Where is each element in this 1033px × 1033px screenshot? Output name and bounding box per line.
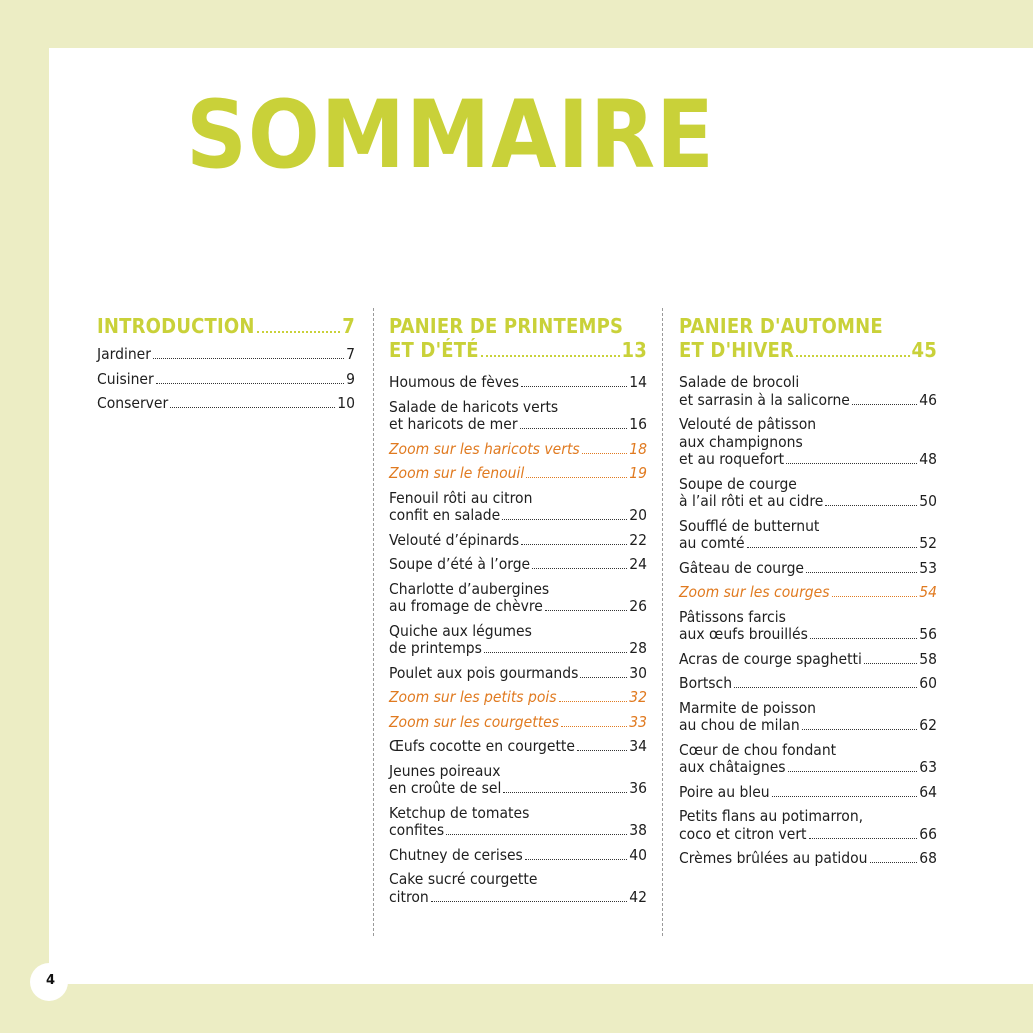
dot-leader	[481, 355, 620, 357]
toc-entry-title-line: au chou de milan	[679, 716, 800, 734]
toc-entry-page-number: 16	[629, 415, 647, 433]
toc-entry-zoom-title-line: Zoom sur les courgettes	[389, 712, 560, 731]
toc-entry[interactable]	[389, 532, 647, 550]
toc-entry-title-line: Cuisiner	[97, 369, 154, 388]
toc-entry-title-line: Bortsch	[679, 674, 733, 692]
dot-leader	[431, 901, 627, 902]
toc-entry-title-line: au comté	[679, 534, 745, 552]
toc-entry-row	[389, 374, 647, 392]
toc-entry-zoom-title-line: Zoom sur les haricots verts	[389, 439, 580, 458]
toc-entry-title-line: Poulet aux pois gourmands	[389, 663, 579, 682]
toc-entry-zoom-title-line: Zoom sur les courges	[679, 583, 830, 601]
toc-entry[interactable]	[389, 399, 647, 434]
toc-entry-title-line: Marmite de poisson	[679, 698, 816, 717]
dot-leader	[521, 386, 627, 387]
section-heading-row	[679, 338, 937, 362]
toc-entry-row	[679, 759, 937, 777]
section-heading-page-number: 13	[621, 338, 647, 362]
toc-entry-title-line: Chutney de cerises	[389, 845, 523, 864]
toc-entry-page-number: 62	[919, 716, 937, 734]
toc-entry-zoom[interactable]	[389, 714, 647, 732]
toc-entry-title-line: citron	[389, 887, 429, 906]
toc-entry-page-number: 68	[919, 849, 937, 867]
toc-entry-title-line: Velouté d’épinards	[389, 530, 520, 549]
toc-entry-row	[389, 889, 647, 907]
toc-entry-row	[97, 371, 355, 389]
dot-leader	[786, 463, 917, 464]
toc-entry-title-line: et sarrasin à la salicorne	[679, 390, 850, 409]
toc-entry-page-number: 34	[629, 737, 647, 755]
toc-entry[interactable]	[97, 371, 355, 389]
toc-entry-zoom[interactable]	[389, 689, 647, 707]
toc-entry[interactable]	[679, 742, 937, 777]
toc-entry-row	[679, 826, 937, 844]
dot-leader	[153, 358, 344, 359]
toc-entry-title-line: aux champignons	[679, 432, 803, 451]
toc-entry-zoom-title-line: Zoom sur les petits pois	[389, 688, 557, 706]
toc-entry[interactable]	[97, 395, 355, 413]
toc-entry-title-line: Houmous de fèves	[389, 373, 519, 391]
toc-entry-title-line: Cœur de chou fondant	[679, 740, 837, 759]
toc-entry-row	[679, 651, 937, 669]
toc-entry-row	[389, 416, 647, 434]
dot-leader	[796, 355, 909, 357]
toc-entry[interactable]	[389, 738, 647, 756]
toc-entry[interactable]	[679, 651, 937, 669]
toc-entry-zoom-page-number: 54	[919, 583, 937, 601]
toc-column-introduction	[97, 310, 355, 420]
toc-entry-page-number: 40	[629, 845, 647, 864]
toc-entry-row	[679, 560, 937, 578]
toc-entry-zoom[interactable]	[679, 584, 937, 602]
toc-entry-title-line: Fenouil rôti au citron	[389, 488, 533, 507]
toc-entry-row	[679, 675, 937, 693]
dot-leader	[832, 596, 918, 597]
toc-entry-title-line: Salade de brocoli	[679, 373, 800, 391]
toc-entry-row	[389, 822, 647, 840]
dot-leader	[526, 477, 627, 478]
dot-leader	[577, 750, 627, 751]
toc-entry-title-line: Soufflé de butternut	[679, 516, 820, 535]
toc-entry[interactable]	[679, 808, 937, 843]
dot-leader	[772, 796, 918, 797]
dot-leader	[545, 610, 627, 611]
toc-entry[interactable]	[97, 346, 355, 364]
page-title: SOMMAIRE	[186, 81, 715, 190]
dot-leader	[870, 862, 918, 863]
toc-entry-page-number: 28	[629, 639, 647, 657]
toc-entry-title-line: Conserver	[97, 394, 169, 412]
toc-entry-zoom-page-number: 19	[629, 464, 647, 482]
toc-entry-title-line: de printemps	[389, 639, 482, 657]
toc-entry-page-number: 22	[629, 530, 647, 549]
toc-entry-page-number: 20	[629, 506, 647, 524]
toc-entry-title-line: Œufs cocotte en courgette	[389, 737, 575, 755]
toc-entry[interactable]	[389, 847, 647, 865]
section-heading-title-line: INTRODUCTION	[97, 314, 255, 338]
toc-entry-title-line: Ketchup de tomates	[389, 803, 530, 822]
toc-entry-page-number: 42	[629, 887, 647, 906]
toc-entry-row	[97, 346, 355, 364]
toc-entry[interactable]	[679, 609, 937, 644]
toc-entry-row	[679, 392, 937, 410]
dot-leader	[561, 726, 627, 727]
dot-leader	[802, 729, 918, 730]
toc-entry-title-line: et au roquefort	[679, 450, 785, 468]
toc-entry[interactable]	[679, 850, 937, 868]
toc-entry-title-line: Jardiner	[97, 345, 151, 363]
toc-entry-title-line: confit en salade	[389, 506, 501, 524]
toc-entry-page-number: 26	[629, 597, 647, 615]
toc-entry-title-line: Soupe de courge	[679, 474, 797, 493]
toc-entry[interactable]	[389, 763, 647, 798]
toc-entry-title-line: aux châtaignes	[679, 758, 786, 776]
toc-entry-row	[389, 780, 647, 798]
toc-entry-title-line: Charlotte d’aubergines	[389, 579, 550, 598]
dot-leader	[170, 407, 335, 408]
page-number: 4	[46, 973, 56, 988]
toc-entry[interactable]	[679, 784, 937, 802]
toc-entry-title-line: Jeunes poireaux	[389, 761, 501, 780]
toc-entry-zoom-row	[389, 441, 647, 459]
dot-leader	[484, 652, 627, 653]
toc-entry[interactable]	[679, 518, 937, 553]
toc-entry-row	[679, 717, 937, 735]
section-heading-title-line: ET D'ÉTÉ	[389, 338, 479, 362]
toc-entry-row	[97, 395, 355, 413]
toc-entry-row	[389, 738, 647, 756]
dot-leader	[810, 638, 917, 639]
dot-leader	[734, 687, 917, 688]
toc-entry-zoom-page-number: 32	[629, 688, 647, 706]
section-heading	[97, 314, 355, 338]
dot-leader	[852, 404, 917, 405]
toc-entry-row	[679, 451, 937, 469]
toc-entry-row	[679, 626, 937, 644]
dot-leader	[582, 453, 628, 454]
toc-entry-zoom[interactable]	[389, 465, 647, 483]
dot-leader	[809, 838, 918, 839]
toc-entry-page-number: 7	[346, 345, 355, 363]
toc-entry-zoom-row	[389, 714, 647, 732]
toc-entry-title-line: à l’ail rôti et au cidre	[679, 492, 824, 510]
toc-entry-title-line: Crèmes brûlées au patidou	[679, 849, 868, 867]
toc-entry[interactable]	[389, 581, 647, 616]
dot-leader	[747, 547, 918, 548]
dot-leader	[521, 544, 627, 545]
toc-entry-title-line: Quiche aux légumes	[389, 621, 532, 640]
toc-entry[interactable]	[679, 374, 937, 409]
toc-entry-page-number: 36	[629, 779, 647, 797]
toc-entry-page-number: 30	[629, 663, 647, 682]
toc-entry-page-number: 9	[346, 369, 355, 388]
toc-column-automne-hiver	[679, 310, 937, 875]
toc-entry-title-line: Soupe d’été à l’orge	[389, 555, 531, 573]
toc-entry-row	[679, 850, 937, 868]
toc-entry[interactable]	[389, 665, 647, 683]
dot-leader	[503, 792, 627, 793]
toc-entry[interactable]	[389, 805, 647, 840]
toc-entry-page-number: 14	[629, 373, 647, 391]
dot-leader	[525, 859, 627, 860]
toc-entry-page-number: 38	[629, 821, 647, 839]
section-heading	[679, 314, 937, 362]
toc-entry-page-number: 58	[919, 649, 937, 668]
toc-entry-row	[679, 535, 937, 553]
toc-entry[interactable]	[679, 675, 937, 693]
toc-entry-zoom-page-number: 18	[629, 439, 647, 458]
toc-entry-page-number: 56	[919, 625, 937, 643]
section-heading-page-number: 45	[911, 338, 937, 362]
toc-entry[interactable]	[679, 476, 937, 511]
toc-entry-title-line: et haricots de mer	[389, 415, 518, 433]
toc-entry[interactable]	[389, 374, 647, 392]
toc-entry-page-number: 66	[919, 824, 937, 843]
section-heading-title-line: ET D'HIVER	[679, 338, 795, 362]
section-heading-title-line: PANIER D'AUTOMNE	[679, 314, 883, 338]
column-divider	[662, 308, 663, 936]
toc-entry[interactable]	[679, 560, 937, 578]
toc-entry-title-line: Pâtissons farcis	[679, 607, 786, 626]
section-heading-row	[97, 314, 355, 338]
section-heading-page-number: 7	[342, 314, 355, 338]
toc-entry-zoom-row	[389, 465, 647, 483]
toc-entry-title-line: Poire au bleu	[679, 782, 770, 801]
toc-entry-zoom-row	[389, 689, 647, 707]
toc-entry-page-number: 46	[919, 390, 937, 409]
toc-entry-page-number: 52	[919, 534, 937, 552]
toc-entry[interactable]	[679, 700, 937, 735]
toc-entry-row	[389, 640, 647, 658]
toc-entry-zoom-title-line: Zoom sur le fenouil	[389, 464, 525, 482]
dot-leader	[502, 519, 627, 520]
toc-entry-page-number: 60	[919, 674, 937, 692]
toc-entry[interactable]	[389, 623, 647, 658]
toc-entry-title-line: Petits flans au potimarron,	[679, 807, 864, 825]
dot-leader	[806, 572, 917, 573]
toc-entry-title-line: Velouté de pâtisson	[679, 415, 817, 433]
dot-leader	[532, 568, 627, 569]
dot-leader	[156, 383, 344, 384]
toc-entry-row	[679, 784, 937, 802]
toc-entry-title-line: aux œufs brouillés	[679, 625, 808, 643]
section-heading	[389, 314, 647, 362]
toc-entry-title-line: Acras de courge spaghetti	[679, 649, 862, 668]
dot-leader	[580, 677, 627, 678]
dot-leader	[864, 663, 917, 664]
toc-entry-page-number: 53	[919, 558, 937, 577]
toc-entry-zoom[interactable]	[389, 441, 647, 459]
toc-entry-row	[389, 665, 647, 683]
toc-entry-page-number: 10	[337, 394, 355, 412]
toc-column-printemps-ete	[389, 310, 647, 913]
toc-entry-zoom-page-number: 33	[629, 712, 647, 731]
dot-leader	[788, 771, 918, 772]
section-heading-title-line: PANIER DE PRINTEMPS	[389, 314, 624, 338]
toc-entry-row	[679, 493, 937, 511]
dot-leader	[520, 428, 628, 429]
toc-entry-row	[389, 507, 647, 525]
toc-entry-page-number: 64	[919, 782, 937, 801]
toc-entry-zoom-row	[679, 584, 937, 602]
toc-entry[interactable]	[389, 490, 647, 525]
dot-leader	[559, 701, 628, 702]
dot-leader	[257, 331, 341, 333]
toc-entry-row	[389, 598, 647, 616]
section-heading-row	[389, 338, 647, 362]
toc-entry[interactable]	[389, 556, 647, 574]
toc-entry-title-line: au fromage de chèvre	[389, 597, 543, 615]
column-divider	[373, 308, 374, 936]
toc-entry[interactable]	[679, 416, 937, 469]
toc-entry-title-line: Cake sucré courgette	[389, 870, 538, 888]
toc-entry-title-line: confites	[389, 821, 445, 839]
toc-entry-page-number: 63	[919, 758, 937, 776]
toc-entry-title-line: en croûte de sel	[389, 779, 502, 797]
toc-entry-page-number: 50	[919, 492, 937, 510]
toc-entry-row	[389, 847, 647, 865]
toc-entry-title-line: Salade de haricots verts	[389, 397, 559, 416]
toc-entry-title-line: coco et citron vert	[679, 824, 807, 843]
dot-leader	[825, 505, 917, 506]
toc-entry[interactable]	[389, 871, 647, 906]
dot-leader	[446, 834, 627, 835]
toc-entry-title-line: Gâteau de courge	[679, 558, 805, 577]
toc-entry-page-number: 24	[629, 555, 647, 573]
toc-entry-page-number: 48	[919, 450, 937, 468]
toc-entry-row	[389, 532, 647, 550]
toc-entry-row	[389, 556, 647, 574]
